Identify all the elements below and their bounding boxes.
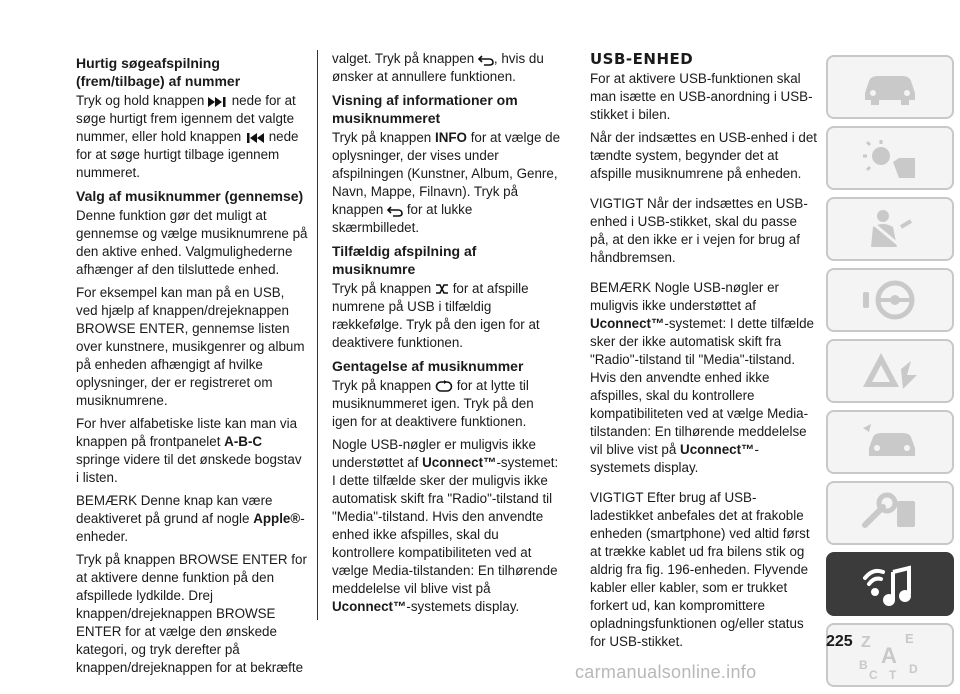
repeat-icon [435,380,453,393]
multimedia-music-icon [859,560,921,608]
paragraph-usb-note: BEMÆRK Nogle USB-nøgler er muligvis ikke understøttet af Uconnect™-systemet: I dette tilfælde sker der ikke automatisk skift fra "Radio"-tilstand til "Media"-tilstand. Hvis den anvendte enhed ikke afspilles, skal du kontrollere kompatibiliteten ved at vælge Media-tilstanden: En tilhørende meddelelse vil blive vist på Uconnect™-systemets display. [590,280,814,475]
paragraph-usb-1: For at aktivere USB-funktionen skal man isætte en USB-anordning i USB-stikket i bilen. [590,71,813,122]
uconnect-label: Uconnect™ [422,455,497,470]
paragraph-usb-compat: Nogle USB-nøgler er muligvis ikke understøttet af Uconnect™-systemet: I dette tilfælde sker der muligvis ikke automatisk skift fra "Radio"-tilstand til "Media"-tilstand. Hvis den anvendte enhed ikke afspilles, skal du kontrollere kompatibiliteten ved at vælge Media-tilstanden: En tilhørende meddelelse vil blive vist på Uconnect™-systemets display. [332,437,559,614]
paragraph-browse-1: Denne funktion gør det muligt at gennemse og vælge musiknumrene på den aktive enhed. Valgmulighederne afhænger af den tilsluttede enhed. [76,208,308,277]
apple-label: Apple® [253,511,301,526]
warning-lights-icon [859,136,921,180]
chapter-tabs [826,55,954,694]
paragraph-usb-2: Når der indsættes en USB-enhed i det tændte system, begynder det at afspille musiknumrene på enheden. [590,130,818,181]
uconnect-label: Uconnect™ [590,316,665,331]
warning-triangle-icon [859,349,921,393]
tab-starting[interactable] [826,268,954,332]
abc-key-label: A-B-C [224,434,263,449]
paragraph-shuffle: Tryk på knappen for at afspille numrene på USB i tilfældig rækkefølge. Tryk på den igen for at deaktivere funktionen. [332,281,540,350]
column-1 [76,50,308,682]
uconnect-label: Uconnect™ [332,599,407,614]
index-letter: A [881,643,897,668]
index-letter: C [869,668,878,681]
tab-safety[interactable] [826,197,954,261]
tab-lights[interactable] [826,126,954,190]
index-letter: D [909,662,918,676]
car-icon [859,67,921,107]
index-letter: T [889,668,897,681]
page-number: 225 [826,633,853,650]
uconnect-label: Uconnect™ [680,442,755,457]
heading-repeat: Gentagelse af musiknummer [332,358,524,374]
heading-browse: Valg af musiknummer (gennemse) [76,188,304,204]
alphabet-index-icon [855,629,925,681]
shuffle-icon [435,282,449,296]
info-key-label: INFO [434,130,467,145]
tab-emergency[interactable] [826,339,954,403]
back-arrow-icon [478,54,494,66]
heading-usb: USB-ENHED [590,50,694,68]
column-2 [332,50,562,621]
paragraph-fast-search: Tryk og hold knappen nede for at søge hurtigt frem igennem det valgte nummer, eller hold knappen nede for at søge hurtigt tilbage igennem nummeret. [76,93,299,180]
paragraph-info: Tryk på knappen INFO for at vælge de oplysninger, der vises under afspilningen (Kunstner, Album, Genre, Navn, Mappe, Filnavn). Tryk på knappen for at lukke skærmbilledet. [332,130,561,235]
heading-fast-search: Hurtig søgeafspilning (frem/tilbage) af nummer [76,55,241,89]
index-letter: B [859,658,868,672]
paragraph-repeat: Tryk på knappen for at lytte til musiknummeret igen. Tryk på den igen for at deaktivere funktionen. [332,378,534,429]
paragraph-usb-important: VIGTIGT Når der indsættes en USB-enhed i USB-stikket, skal du passe på, at den ikke er i vejen for brug af håndbremsen. [590,196,808,265]
fast-rewind-icon [245,132,265,144]
steering-wheel-icon [859,278,921,322]
column-3 [590,50,818,656]
column-divider [317,50,318,620]
back-arrow-icon [387,205,403,217]
paragraph-browse-enter: Tryk på knappen BROWSE ENTER for at aktivere denne funktion på den afspillede lydkilde. Drej knappen/drejeknappen BROWSE ENTER for at vælge den ønskede kategori, og tryk derefter på knappen/drejeknappen for at bekræfte [76,552,307,675]
index-letter: E [905,631,914,646]
wrench-data-icon [859,491,921,535]
paragraph-alphabet: For hver alfabetiske liste kan man via knappen på frontpanelet A-B-C springe videre til det ønskede bogstav i listen. [76,416,302,485]
heading-shuffle: Tilfældig afspilning af musiknumre [332,243,477,277]
heading-info: Visning af informationer om musiknummeret [332,92,518,126]
car-service-icon [859,420,921,464]
paragraph-continue: valget. Tryk på knappen , hvis du ønsker at annullere funktionen. [332,51,544,84]
fast-forward-icon [208,96,228,108]
tab-technical-data[interactable] [826,481,954,545]
tab-maintenance[interactable] [826,410,954,474]
tab-vehicle[interactable] [826,55,954,119]
paragraph-browse-2: For eksempel kan man på en USB, ved hjælp af knappen/drejeknappen BROWSE ENTER, gennemse listen over kunstnere, musikgenrer og album på enheden afhængigt af hvilke oplysninger, der er registreret om musiknumrene. [76,285,305,408]
paragraph-apple-note: BEMÆRK Denne knap kan være deaktiveret på grund af nogle Apple®-enheder. [76,493,305,544]
watermark: carmanualsonline.info [575,662,757,682]
index-letter: Z [861,634,871,651]
seatbelt-icon [859,207,921,251]
tab-multimedia[interactable] [826,552,954,616]
paragraph-usb-charging: VIGTIGT Efter brug af USB-ladestikket anbefales det at frakoble enheden (smartphone) ved altid først at trække kablet ud fra bilens stik og aldrig fra fig. 196-enheden. Flyvende kabler eller kabler, som er trukket forkert ud, kan kompromittere opladningsfunktionen og/eller status for USB-stikket. [590,490,810,649]
